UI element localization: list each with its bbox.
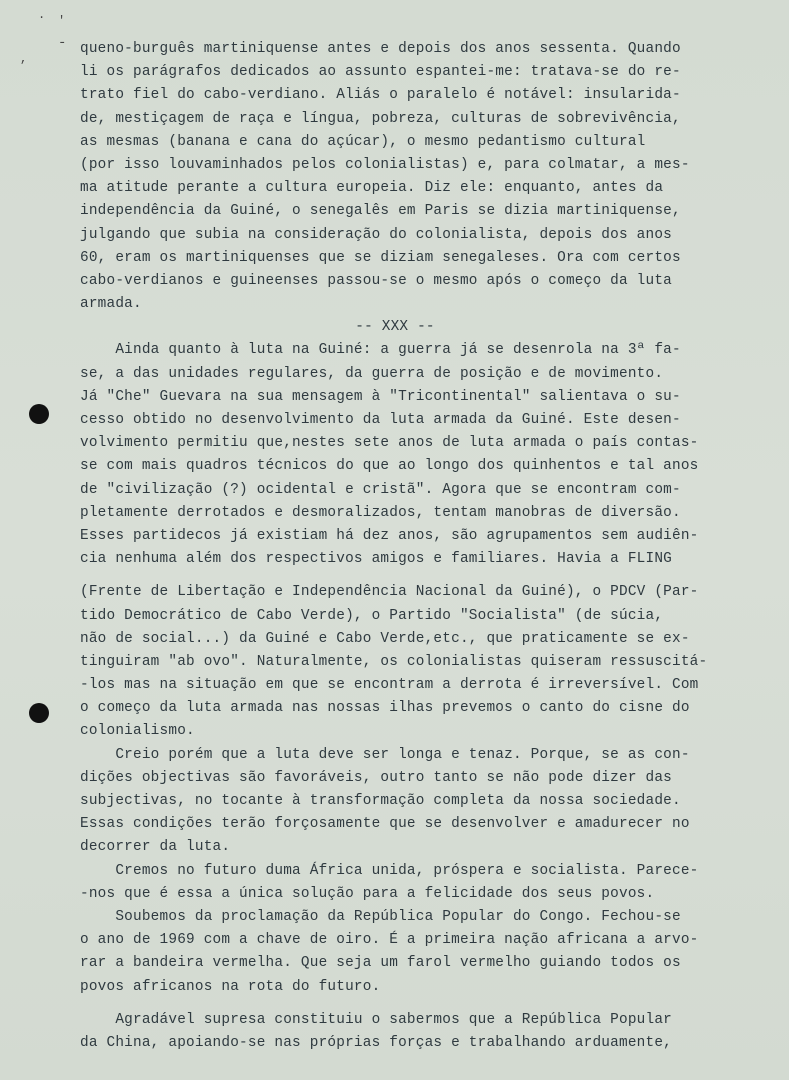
text-line: ma atitude perante a cultura europeia. Diz ele: enquanto, antes da bbox=[80, 180, 664, 197]
text-line: povos africanos na rota do futuro. bbox=[80, 978, 381, 995]
scan-speck: , bbox=[20, 52, 28, 66]
text-line: Creio porém que a luta deve ser longa e tenaz. Porque, se as con- bbox=[80, 746, 690, 763]
text-line: 60, eram os martiniquenses que se diziam senegaleses. Ora com certos bbox=[80, 249, 681, 266]
text-line: subjectivas, no tocante à transformação completa da nossa sociedade. bbox=[80, 793, 681, 809]
text-line: Cremos no futuro duma África unida, próspera e socialista. Parece- bbox=[80, 862, 699, 879]
text-line: trato fiel do cabo-verdiano. Aliás o paralelo é notável: insularida- bbox=[80, 87, 681, 104]
text-line: se com mais quadros técnicos do que ao longo dos quinhentos e tal anos bbox=[80, 458, 699, 475]
text-line: se, a das unidades regulares, da guerra de posição e de movimento. bbox=[80, 365, 664, 382]
scan-dash-mark: - bbox=[58, 35, 67, 51]
text-line: as mesmas (banana e cana do açúcar), o mesmo pedantismo cultural bbox=[80, 133, 646, 150]
text-line: cesso obtido no desenvolvimento da luta armada da Guiné. Este desen- bbox=[80, 412, 681, 428]
text-line: armada. bbox=[80, 296, 142, 313]
text-line: julgando que subia na consideração do colonialista, depois dos anos bbox=[80, 226, 672, 243]
scan-speck: ' bbox=[58, 14, 66, 28]
text-line: independência da Guiné, o senegalês em Paris se dizia martiniquense, bbox=[80, 203, 681, 220]
scan-speck: . bbox=[38, 8, 46, 22]
text-line: de, mestiçagem de raça e língua, pobreza, culturas de sobrevivência, bbox=[80, 110, 681, 127]
text-line: (Frente de Libertação e Independência Nacional da Guiné), o PDCV (Par- bbox=[80, 584, 699, 601]
text-line: de "civilização (?) ocidental e cristã". Agora que se encontram com- bbox=[80, 481, 681, 498]
text-line: Esses partidecos já existiam há dez anos, são agrupamentos sem audiên- bbox=[80, 527, 699, 544]
text-line: da China, apoiando-se nas próprias forças e trabalhando arduamente, bbox=[80, 1034, 672, 1051]
text-line: tinguiram "ab ovo". Naturalmente, os colonialistas quiseram ressuscitá- bbox=[80, 653, 708, 670]
text-line: Ainda quanto à luta na Guiné: a guerra já se desenrola na 3ª fa- bbox=[80, 342, 681, 359]
text-line: queno-burguês martiniquense antes e depois dos anos sessenta. Quando bbox=[80, 41, 681, 57]
text-line: dições objectivas são favoráveis, outro tanto se não pode dizer das bbox=[80, 769, 672, 786]
text-line: não de social...) da Guiné e Cabo Verde,etc., que praticamente se ex- bbox=[80, 630, 690, 647]
text-line: -los mas na situação em que se encontram a derrota é irreversível. Com bbox=[80, 677, 699, 694]
text-line: cabo-verdianos e guineenses passou-se o mesmo após o começo da luta bbox=[80, 272, 672, 289]
text-line: o começo da luta armada nas nossas ilhas prevemos o canto do cisne do bbox=[80, 700, 690, 717]
text-line: volvimento permitiu que,nestes sete anos de luta armada o país contas- bbox=[80, 435, 699, 452]
punch-hole-top bbox=[29, 404, 49, 424]
text-line: -nos que é essa a única solução para a felicidade dos seus povos. bbox=[80, 885, 655, 902]
typed-text-body bbox=[80, 38, 770, 1055]
text-line: decorrer da luta. bbox=[80, 839, 231, 856]
text-line: li os parágrafos dedicados ao assunto espantei-me: tratava-se do re- bbox=[80, 64, 681, 81]
text-line: Agradável supresa constituiu o sabermos que a República Popular bbox=[80, 1011, 672, 1028]
punch-hole-bottom bbox=[29, 703, 49, 723]
text-line: Essas condições terão forçosamente que se desenvolver e amadurecer no bbox=[80, 816, 690, 833]
text-line: rar a bandeira vermelha. Que seja um farol vermelho guiando todos os bbox=[80, 955, 681, 972]
text-line: colonialismo. bbox=[80, 723, 195, 740]
section-separator: -- XXX -- bbox=[355, 319, 435, 336]
text-line: (por isso louvaminhados pelos colonialistas) e, para colmatar, a mes- bbox=[80, 156, 690, 173]
text-line: o ano de 1969 com a chave de oiro. É a primeira nação africana a arvo- bbox=[80, 932, 699, 949]
text-line: cia nenhuma além dos respectivos amigos e familiares. Havia a FLING bbox=[80, 551, 672, 568]
text-line: tido Democrático de Cabo Verde), o Partido "Socialista" (de súcia, bbox=[80, 607, 664, 624]
text-line: Soubemos da proclamação da República Popular do Congo. Fechou-se bbox=[80, 908, 681, 925]
text-line: Já "Che" Guevara na sua mensagem à "Tricontinental" salientava o su- bbox=[80, 388, 681, 405]
text-line: pletamente derrotados e desmoralizados, tentam manobras de diversão. bbox=[80, 504, 681, 521]
